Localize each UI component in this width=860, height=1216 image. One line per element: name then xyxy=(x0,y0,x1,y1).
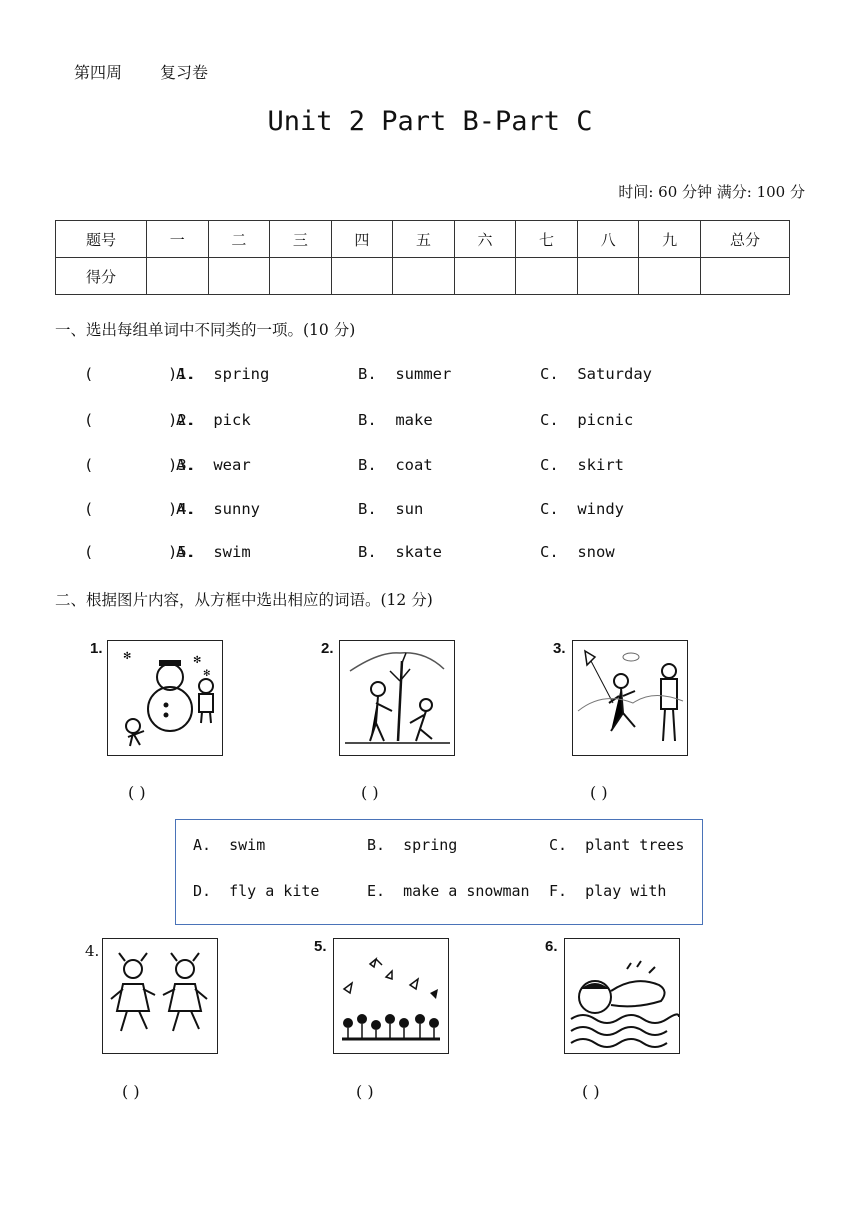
section1-heading: 一、选出每组单词中不同类的一项。(10 分) xyxy=(55,321,356,339)
exam-meta: 时间: 60 分钟 满分: 100 分 xyxy=(618,183,805,201)
score-cell[interactable] xyxy=(454,258,516,295)
swim-picture-icon xyxy=(564,938,680,1054)
answer-paren[interactable]: ( )4. xyxy=(84,500,196,518)
option-item: D. fly a kite xyxy=(193,882,320,900)
answer-paren[interactable]: ( )1. xyxy=(84,365,196,383)
option-item: B. spring xyxy=(367,836,458,854)
score-cell[interactable] xyxy=(393,258,455,295)
table-cell: 得分 xyxy=(56,258,147,295)
table-cell: 二 xyxy=(208,221,270,258)
option-a: A. sunny xyxy=(176,500,260,518)
table-cell: 总分 xyxy=(701,221,790,258)
option-b: B. summer xyxy=(358,365,452,383)
table-cell: 五 xyxy=(393,221,455,258)
option-c: C. skirt xyxy=(540,456,624,474)
plant-trees-picture-icon xyxy=(339,640,455,756)
answer-paren[interactable]: ( ) xyxy=(582,1082,600,1101)
svg-text:✻: ✻ xyxy=(193,655,202,666)
week-label: 第四周 xyxy=(74,63,123,82)
score-cell[interactable] xyxy=(147,258,209,295)
spring-picture-icon xyxy=(333,938,449,1054)
snowman-picture-icon xyxy=(107,640,223,756)
picture-number: 2. xyxy=(321,640,334,657)
table-cell: 三 xyxy=(270,221,332,258)
picture-number: 1. xyxy=(90,640,103,657)
option-a: A. swim xyxy=(176,543,251,561)
score-cell[interactable] xyxy=(331,258,393,295)
score-cell[interactable] xyxy=(639,258,701,295)
option-c: C. snow xyxy=(540,543,615,561)
table-cell: 四 xyxy=(331,221,393,258)
svg-text:✻: ✻ xyxy=(123,651,132,662)
answer-paren[interactable]: ( ) xyxy=(128,783,146,802)
option-item: E. make a snowman xyxy=(367,882,530,900)
answer-paren[interactable]: ( ) xyxy=(361,783,379,802)
score-header-row xyxy=(56,221,790,258)
picture-number: 4. xyxy=(85,942,100,960)
answer-paren[interactable]: ( )3. xyxy=(84,456,196,474)
option-c: C. windy xyxy=(540,500,624,518)
answer-paren[interactable]: ( ) xyxy=(122,1082,140,1101)
option-b: B. make xyxy=(358,411,433,429)
section2-heading: 二、根据图片内容，从方框中选出相应的词语。(12 分) xyxy=(55,591,433,609)
table-cell: 一 xyxy=(147,221,209,258)
score-table xyxy=(55,220,790,295)
play-with-picture-icon xyxy=(102,938,218,1054)
option-item: C. plant trees xyxy=(549,836,685,854)
table-cell: 八 xyxy=(577,221,639,258)
score-value-row xyxy=(56,258,790,295)
option-a: A. pick xyxy=(176,411,251,429)
picture-number: 6. xyxy=(545,938,558,955)
answer-paren[interactable]: ( ) xyxy=(356,1082,374,1101)
option-b: B. coat xyxy=(358,456,433,474)
score-cell[interactable] xyxy=(701,258,790,295)
option-c: C. Saturday xyxy=(540,365,652,383)
header xyxy=(74,60,246,83)
paper-type: 复习卷 xyxy=(160,63,209,82)
option-b: B. sun xyxy=(358,500,424,518)
option-item: A. swim xyxy=(193,836,266,854)
option-c: C. picnic xyxy=(540,411,634,429)
option-a: A. spring xyxy=(176,365,270,383)
table-cell: 七 xyxy=(516,221,578,258)
page-title: Unit 2 Part B-Part C xyxy=(267,106,593,137)
picture-number: 3. xyxy=(553,640,566,657)
answer-paren[interactable]: ( ) xyxy=(590,783,608,802)
score-cell[interactable] xyxy=(270,258,332,295)
option-item: F. play with xyxy=(549,882,667,900)
score-cell[interactable] xyxy=(516,258,578,295)
answer-paren[interactable]: ( )2. xyxy=(84,411,196,429)
picture-number: 5. xyxy=(314,938,327,955)
options-box xyxy=(175,819,703,925)
svg-text:✻: ✻ xyxy=(203,669,211,679)
table-cell: 题号 xyxy=(56,221,147,258)
table-cell: 九 xyxy=(639,221,701,258)
option-b: B. skate xyxy=(358,543,442,561)
fly-kite-picture-icon xyxy=(572,640,688,756)
option-a: A. wear xyxy=(176,456,251,474)
answer-paren[interactable]: ( )5. xyxy=(84,543,196,561)
table-cell: 六 xyxy=(454,221,516,258)
score-cell[interactable] xyxy=(577,258,639,295)
score-cell[interactable] xyxy=(208,258,270,295)
